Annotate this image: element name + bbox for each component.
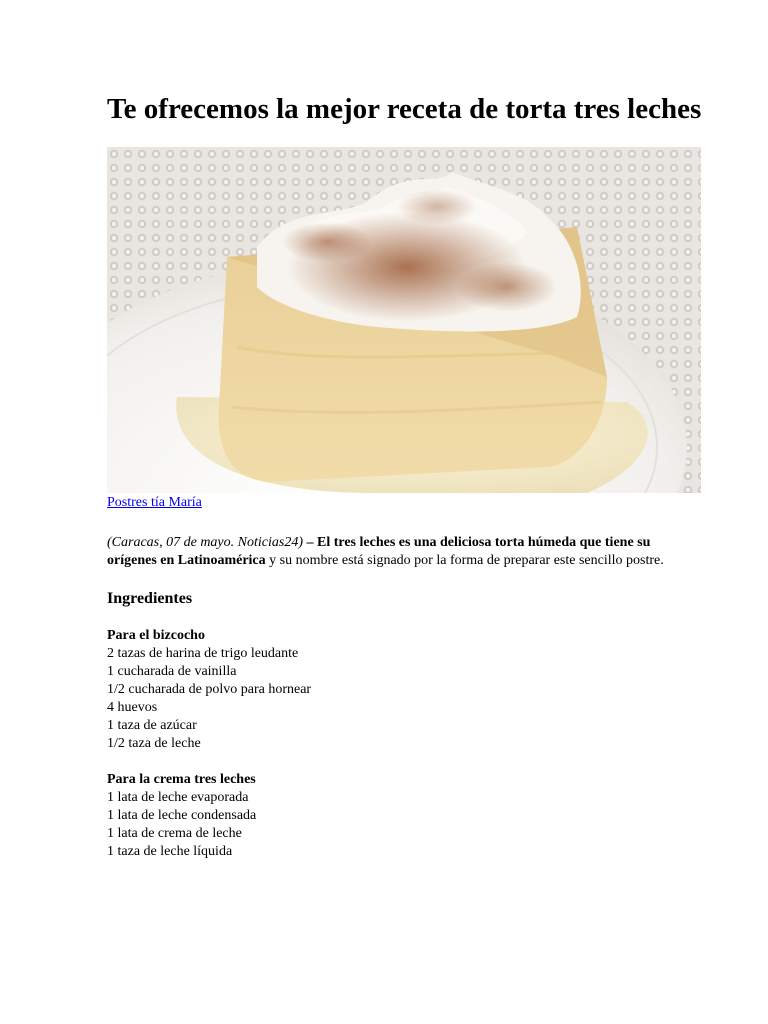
lead-source: (Caracas, 07 de mayo. Noticias24) [107,535,303,550]
ingredient-item: 1 lata de leche condensada [107,808,257,823]
ingredient-item: 1 taza de azúcar [107,718,197,733]
ingredient-item: 1 lata de leche evaporada [107,790,249,805]
caption-link[interactable]: Postres tía María [107,495,202,510]
ingredient-group-crema [107,771,702,861]
lead-paragraph [107,534,702,570]
lead-highlight: – El tres leches es una deliciosa torta húmeda que tiene su orígenes en Latinoamérica [107,535,651,568]
ingredient-item: 4 huevos [107,700,158,715]
ingredient-list [107,645,702,753]
article [107,92,702,861]
ingredient-group-bizcocho [107,627,702,753]
ingredient-item: 1 lata de crema de leche [107,826,242,841]
ingredient-item: 1/2 taza de leche [107,736,201,751]
ingredients-heading: Ingredientes [107,590,193,607]
ingredient-item: 1 taza de leche líquida [107,844,233,859]
image-caption [107,494,702,511]
article-title: Te ofrecemos la mejor receta de torta tres leches [107,93,702,125]
ingredient-item: 2 tazas de harina de trigo leudante [107,646,299,661]
ingredient-item: 1/2 cucharada de polvo para hornear [107,682,312,697]
lead-rest: y su nombre está signado por la forma de preparar este sencillo postre. [265,553,664,568]
group-heading: Para la crema tres leches [107,772,256,787]
ingredient-list [107,789,702,861]
cake-photo [107,147,701,493]
ingredient-item: 1 cucharada de vainilla [107,664,237,679]
group-heading: Para el bizcocho [107,628,205,643]
